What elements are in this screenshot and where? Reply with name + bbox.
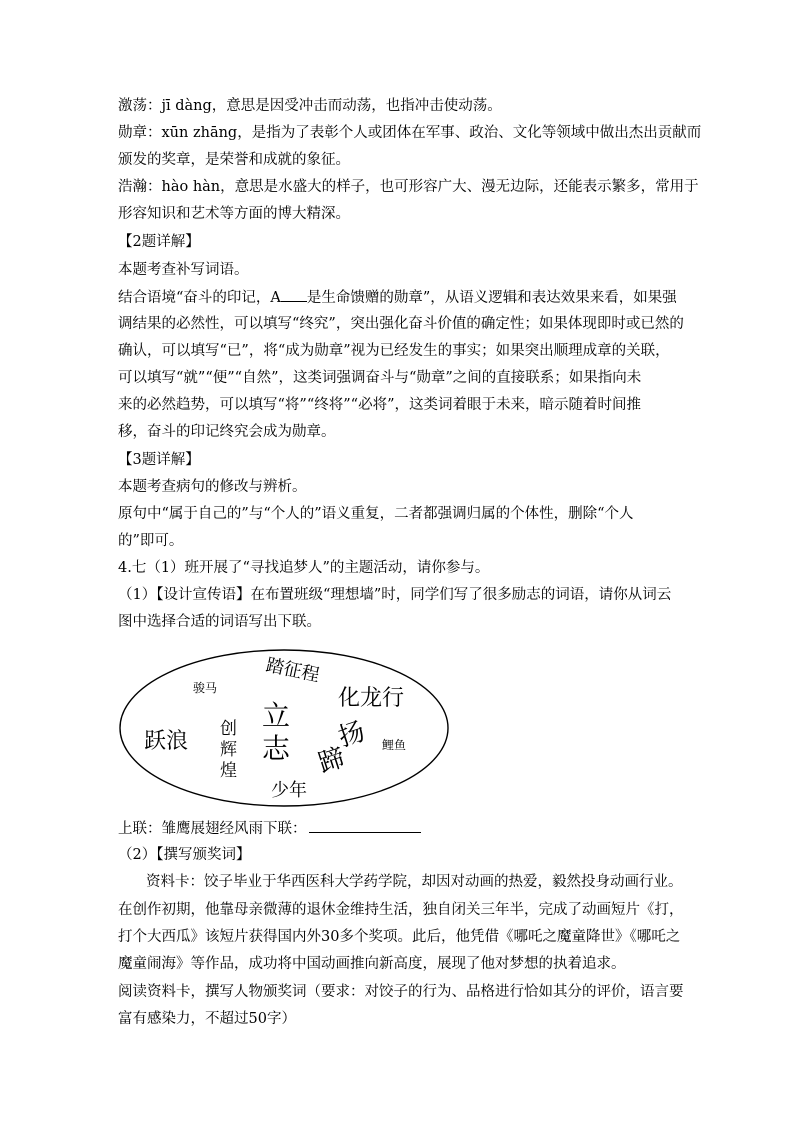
word-cloud-word: 踏征程 bbox=[264, 654, 322, 687]
q2-line-post: 是生命馈赠的勋章”，从语义逻辑和表达效果来看，如果强 bbox=[306, 290, 677, 306]
q2-line: 来的必然趋势，可以填写“将”“终将”“必将”，这类词着眼于未来，暗示随着时间推 bbox=[118, 397, 641, 413]
answer-blank bbox=[281, 287, 307, 302]
q4-part2-line: 资料卡：饺子毕业于华西医科大学药学院，却因对动画的热爱，毅然投身动画行业。 bbox=[146, 874, 683, 890]
definition-line: 形容知识和艺术等方面的博大精深。 bbox=[118, 206, 350, 222]
definition-line: 勋章：xūn zhāng，是指为了表彰个人或团体在军事、政治、文化等领域中做出杰出贡献而 bbox=[118, 125, 702, 141]
word-cloud-word: 煌 bbox=[220, 761, 237, 781]
word-cloud bbox=[118, 648, 450, 808]
q3-line: 的”即可。 bbox=[118, 533, 184, 549]
q4-part2-line: 在创作初期，他靠母亲微薄的退休金维持生活，独自闭关三年半，完成了动画短片《打， bbox=[118, 902, 684, 918]
q4-part2-line: 魔童闹海》等作品，成功将中国动画推向新高度，展现了他对梦想的执着追求。 bbox=[118, 956, 626, 972]
q4-part2-line: 富有感染力，不超过50字） bbox=[118, 1011, 296, 1027]
q4-part1-line: （1）【设计宣传语】在布置班级“理想墙”时，同学们写了很多励志的词语，请你从词云 bbox=[118, 587, 672, 603]
word-cloud-word: 骏马 bbox=[193, 681, 218, 695]
q2-line: 移，奋斗的印记终究会成为勋章。 bbox=[118, 424, 336, 440]
word-cloud-word: 扬 bbox=[334, 716, 369, 754]
q2-line: 确认，可以填写“已”，将“成为勋章”视为已经发生的事实；如果突出顺理成章的关联， bbox=[118, 343, 670, 359]
word-cloud-word: 辉 bbox=[220, 740, 237, 760]
q4-part2-line: 阅读资料卡，撰写人物颁奖词（要求：对饺子的行为、品格进行恰如其分的评价，语言要 bbox=[118, 984, 684, 1000]
q2-intro: 本题考查补写词语。 bbox=[118, 262, 249, 278]
q3-intro: 本题考查病句的修改与辨析。 bbox=[118, 479, 307, 495]
definition-line: 激荡：jī dàng，意思是因受冲击而动荡，也指冲击使动荡。 bbox=[118, 98, 502, 114]
word-cloud-word: 鲤鱼 bbox=[382, 738, 407, 752]
q2-line bbox=[118, 287, 677, 308]
definition-line: 颁发的奖章，是荣誉和成就的象征。 bbox=[118, 152, 350, 168]
answer-underline bbox=[309, 818, 421, 833]
word-cloud-word: 化龙行 bbox=[338, 686, 405, 711]
q4-part2-heading: （2）【撰写颁奖词】 bbox=[118, 847, 251, 863]
word-cloud-word: 创 bbox=[220, 719, 237, 739]
word-cloud-word: 立 bbox=[262, 699, 291, 732]
couplet-text: 上联：雏鹰展翅经风雨下联： bbox=[118, 821, 307, 837]
q2-line-pre: 结合语境“奋斗的印记，A bbox=[118, 290, 281, 306]
q4-title: 4.七（1）班开展了“寻找追梦人”的主题活动，请你参与。 bbox=[118, 560, 490, 576]
q2-heading: 【2题详解】 bbox=[118, 234, 200, 250]
q2-line: 可以填写“就”“便”“自然”，这类词强调奋斗与“勋章”之间的直接联系；如果指向未 bbox=[118, 370, 642, 386]
word-cloud-word: 跃浪 bbox=[144, 729, 189, 754]
couplet-line bbox=[118, 818, 421, 839]
definition-line: 浩瀚：hào hàn，意思是水盛大的样子，也可形容广大、漫无边际，还能表示繁多，常用于 bbox=[118, 179, 699, 195]
word-cloud-word: 少年 bbox=[271, 780, 307, 801]
q4-part2-line: 打个大西瓜》该短片获得国内外30多个奖项。此后，他凭借《哪吒之魔童降世》《哪吒之 bbox=[118, 929, 681, 945]
q2-line: 调结果的必然性，可以填写“终究”，突出强化奋斗价值的确定性；如果体现即时或已然的 bbox=[118, 316, 684, 332]
q4-part1-line: 图中选择合适的词语写出下联。 bbox=[118, 614, 321, 630]
q3-line: 原句中“属于自己的”与“个人的”语义重复，二者都强调归属的个体性，删除“个人 bbox=[118, 506, 634, 522]
word-cloud-word: 志 bbox=[262, 732, 291, 765]
word-cloud-word: 蹄 bbox=[314, 742, 349, 780]
q3-heading: 【3题详解】 bbox=[118, 452, 200, 468]
